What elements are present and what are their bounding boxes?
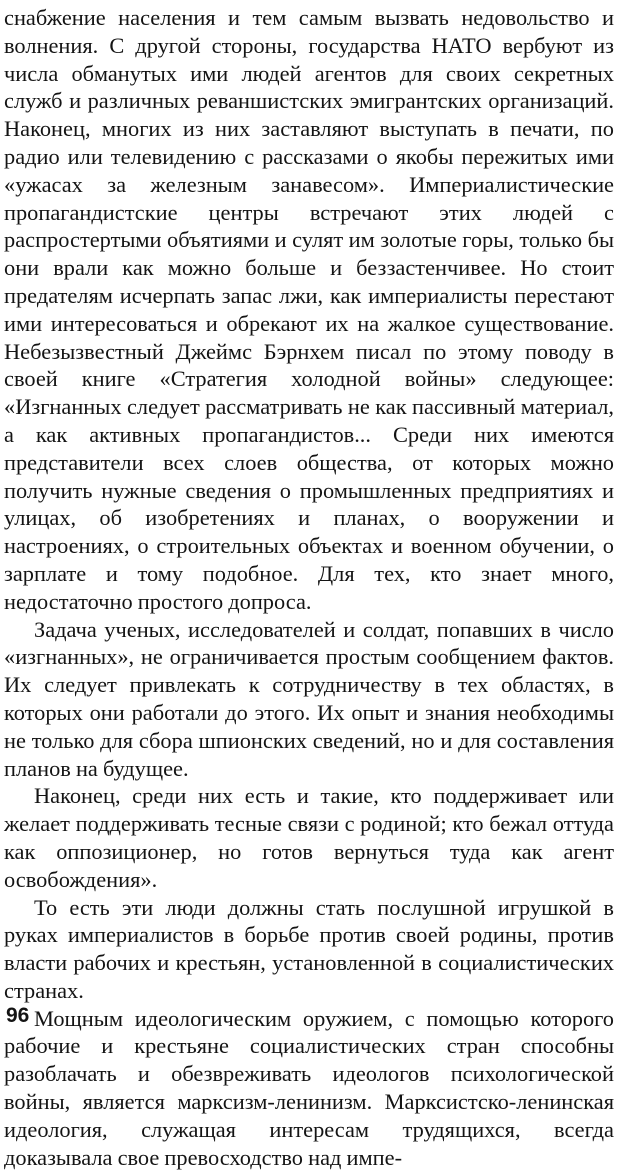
paragraph-3: Наконец, среди них есть и такие, кто поддерживает или желает поддерживать тесные связи с родиной; кто бежал оттуда как оппозиционер, но готов вернуться туда как агент освобождения».: [4, 783, 614, 892]
paragraph-1: снабжение населения и тем самым вызвать недовольство и волнения. С другой стороны, государства НАТО вербуют из числа обманутых ими людей агентов для своих секретных служб и различных реваншистских эмигрантских организаций. Наконец, многих из них заставляют выступать в печати, по радио или телевидению с рассказами о якобы пережитых ими «ужасах за железным занавесом». Империалистические пропагандистские центры встречают этих людей с распростертыми объятиями и сулят им золотые горы, только бы они врали как можно больше и беззастенчивее. Но стоит предателям исчерпать запас лжи, как империалисты перестают ими интересоваться и обрекают их на жалкое существование. Небезызвестный Джеймс Бэрнхем писал по этому поводу в своей книге «Стратегия холодной войны» следующее: «Изгнанных следует рассматривать не как пассивный материал, а как активных пропагандистов... Среди них имеются представители всех слоев общества, от которых можно получить нужные сведения о промышленных предприятиях и улицах, об изобретениях и планах, о вооружении и настроениях, о строительных объектах и военном обучении, о зарплате и тому подобное. Для тех, кто знает много, недостаточно простого допроса.: [4, 5, 614, 614]
page-number: 96: [6, 1004, 30, 1027]
paragraph-4: То есть эти люди должны стать послушной игрушкой в руках империалистов в борьбе против своей родины, против власти рабочих и крестьян, установленной в социалистических странах.: [4, 894, 614, 1003]
paragraph-5: Мощным идеологическим оружием, с помощью которого рабочие и крестьяне социалистических стран способны разоблачать и обезвреживать идеологов психологической войны, является марксизм-ленинизм. Марксистско-ленинская идеология, служащая интересам трудящихся, всегда доказывала свое превосходство над импе-: [4, 1005, 614, 1170]
paragraph-2: Задача ученых, исследователей и солдат, попавших в число «изгнанных», не ограничивается простым сообщением фактов. Их следует привлекать к сотрудничеству в тех областях, в которых они работали до этого. Их опыт и знания необходимы не только для сбора шпионских сведений, но и для составления планов на будущее.: [4, 616, 614, 781]
